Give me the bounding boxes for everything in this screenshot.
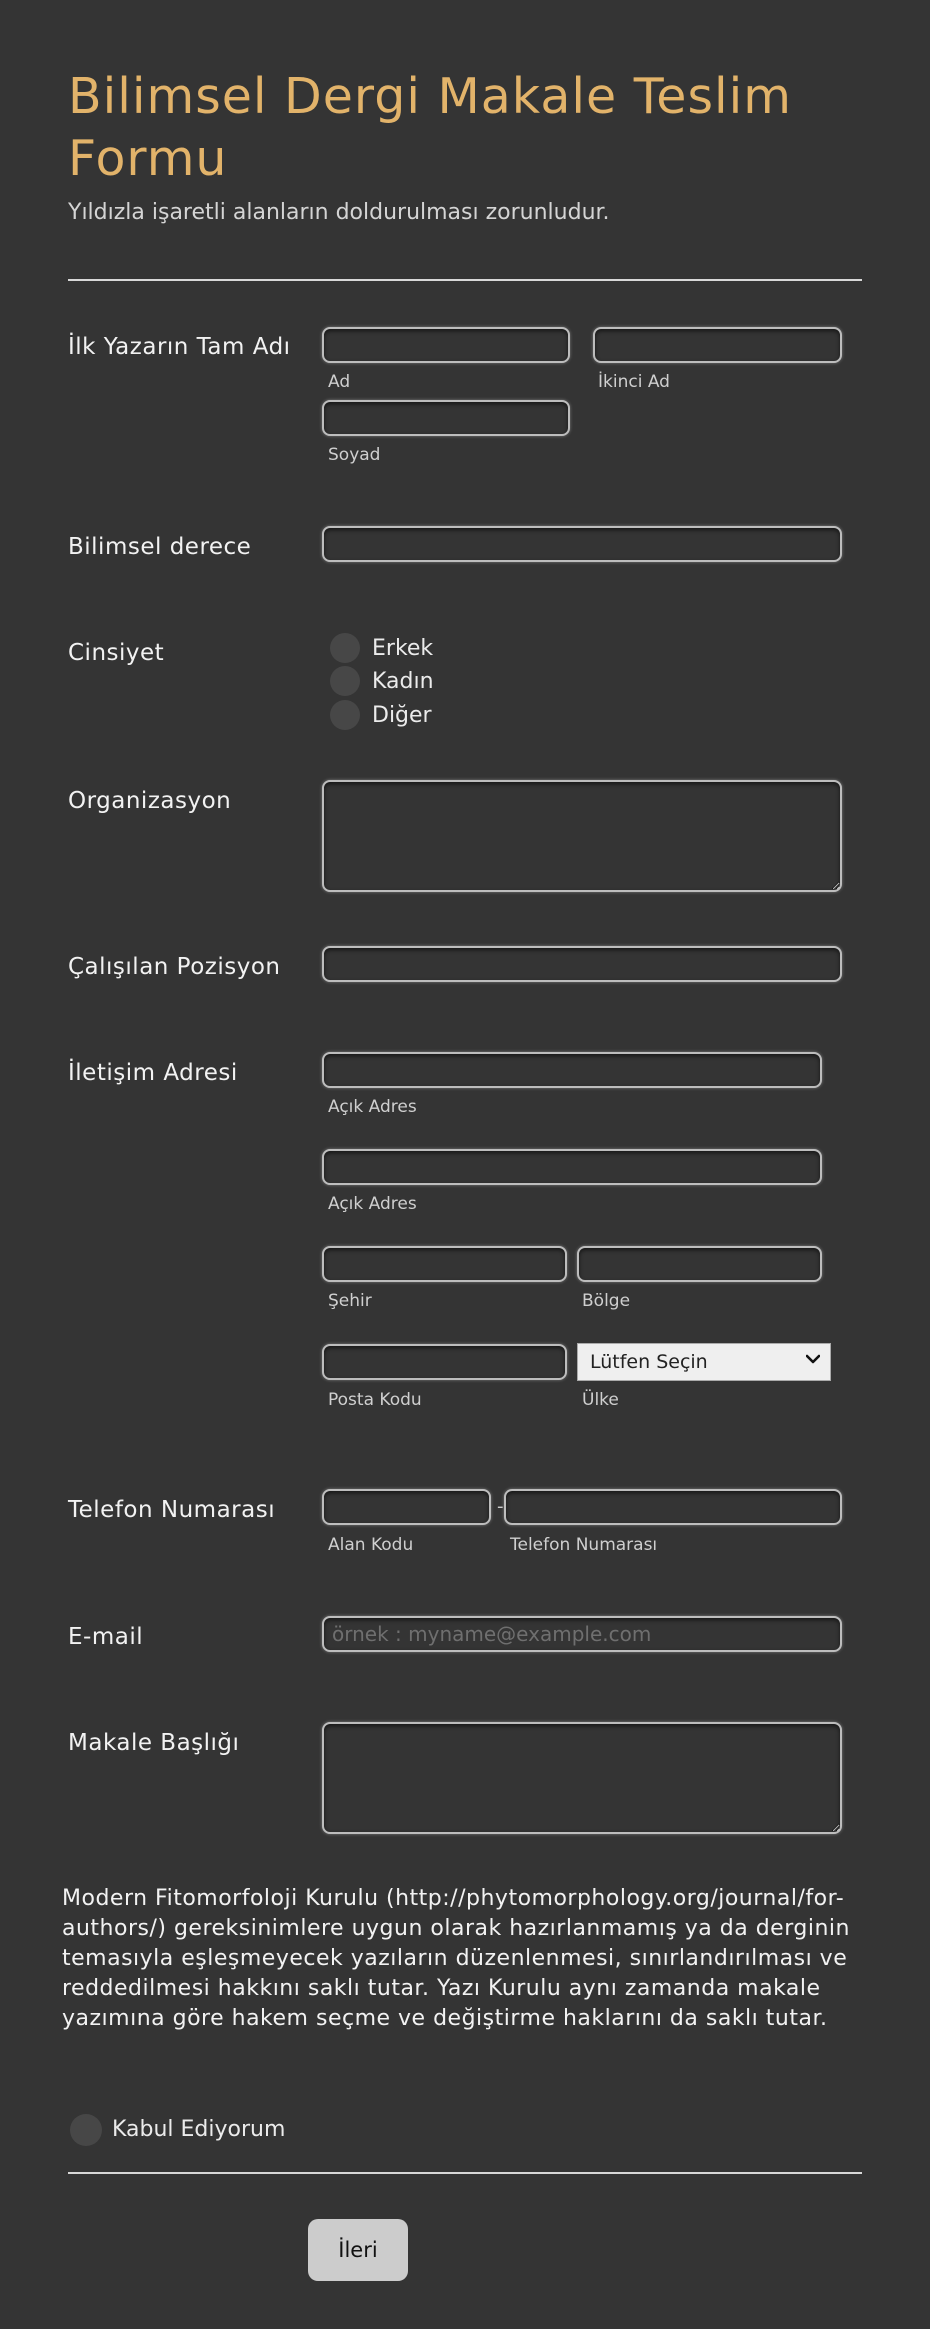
gender-option-other-label: Diğer xyxy=(372,703,432,728)
degree-input[interactable] xyxy=(322,526,842,562)
middle-name-input[interactable] xyxy=(593,327,842,363)
degree-label: Bilimsel derece xyxy=(68,534,252,560)
gender-radio-other[interactable] xyxy=(330,700,360,730)
next-button[interactable]: İleri xyxy=(308,2219,408,2281)
accept-terms-label: Kabul Ediyorum xyxy=(112,2117,286,2142)
form-subtitle: Yıldızla işaretli alanların doldurulması zorunludur. xyxy=(68,200,610,225)
article-title-label: Makale Başlığı xyxy=(68,1730,240,1756)
area-code-sublabel: Alan Kodu xyxy=(328,1535,414,1555)
area-code-input[interactable] xyxy=(322,1489,491,1525)
first-author-label: İlk Yazarın Tam Adı xyxy=(68,334,291,360)
gender-option-male-label: Erkek xyxy=(372,636,434,661)
position-label: Çalışılan Pozisyon xyxy=(68,954,281,980)
city-input[interactable] xyxy=(322,1246,567,1282)
phone-separator: - xyxy=(497,1496,504,1517)
address-line2-sublabel: Açık Adres xyxy=(328,1194,417,1214)
form-title: Bilimsel Dergi Makale Teslim Formu xyxy=(68,68,792,187)
middle-name-sublabel: İkinci Ad xyxy=(598,372,670,392)
country-select[interactable] xyxy=(577,1343,831,1381)
gender-option-female-label: Kadın xyxy=(372,669,434,694)
first-name-sublabel: Ad xyxy=(328,372,351,392)
last-name-sublabel: Soyad xyxy=(328,445,381,465)
address-line1-sublabel: Açık Adres xyxy=(328,1097,417,1117)
postal-code-input[interactable] xyxy=(322,1344,567,1380)
gender-label: Cinsiyet xyxy=(68,640,165,666)
phone-number-input[interactable] xyxy=(504,1489,842,1525)
address-line1-input[interactable] xyxy=(322,1052,822,1088)
organization-label: Organizasyon xyxy=(68,788,232,814)
first-name-input[interactable] xyxy=(322,327,570,363)
position-input[interactable] xyxy=(322,946,842,982)
organization-textarea[interactable] xyxy=(322,780,842,892)
accept-terms-radio[interactable] xyxy=(70,2114,102,2146)
address-line2-input[interactable] xyxy=(322,1149,822,1185)
phone-number-sublabel: Telefon Numarası xyxy=(510,1535,658,1555)
gender-radio-male[interactable] xyxy=(330,633,360,663)
article-title-textarea[interactable] xyxy=(322,1722,842,1834)
phone-label: Telefon Numarası xyxy=(68,1497,276,1523)
header-divider xyxy=(68,279,862,281)
region-input[interactable] xyxy=(577,1246,822,1282)
country-select-value: Lütfen Seçin xyxy=(590,1351,708,1373)
last-name-input[interactable] xyxy=(322,400,570,436)
address-label: İletişim Adresi xyxy=(68,1060,238,1086)
terms-text: Modern Fitomorfoloji Kurulu (http://phytomorphology.org/journal/for-authors/) gereksinimlere uygun olarak hazırlanmamış ya da derginin temasıyla eşleşmeyecek yazıların düzenlenmesi, sınırlandırılması ve reddedilmesi hakkını saklı tutar. Yazı Kurulu aynı zamanda makale yazımına göre hakem seçme ve değiştirme haklarını da saklı tutar. xyxy=(62,1886,850,2031)
footer-divider xyxy=(68,2172,862,2174)
email-label: E-mail xyxy=(68,1624,144,1650)
region-sublabel: Bölge xyxy=(582,1291,631,1311)
email-input[interactable] xyxy=(322,1616,842,1652)
postal-code-sublabel: Posta Kodu xyxy=(328,1390,422,1410)
city-sublabel: Şehir xyxy=(328,1291,372,1311)
chevron-down-icon xyxy=(806,1352,820,1366)
country-sublabel: Ülke xyxy=(582,1390,619,1410)
gender-radio-female[interactable] xyxy=(330,666,360,696)
